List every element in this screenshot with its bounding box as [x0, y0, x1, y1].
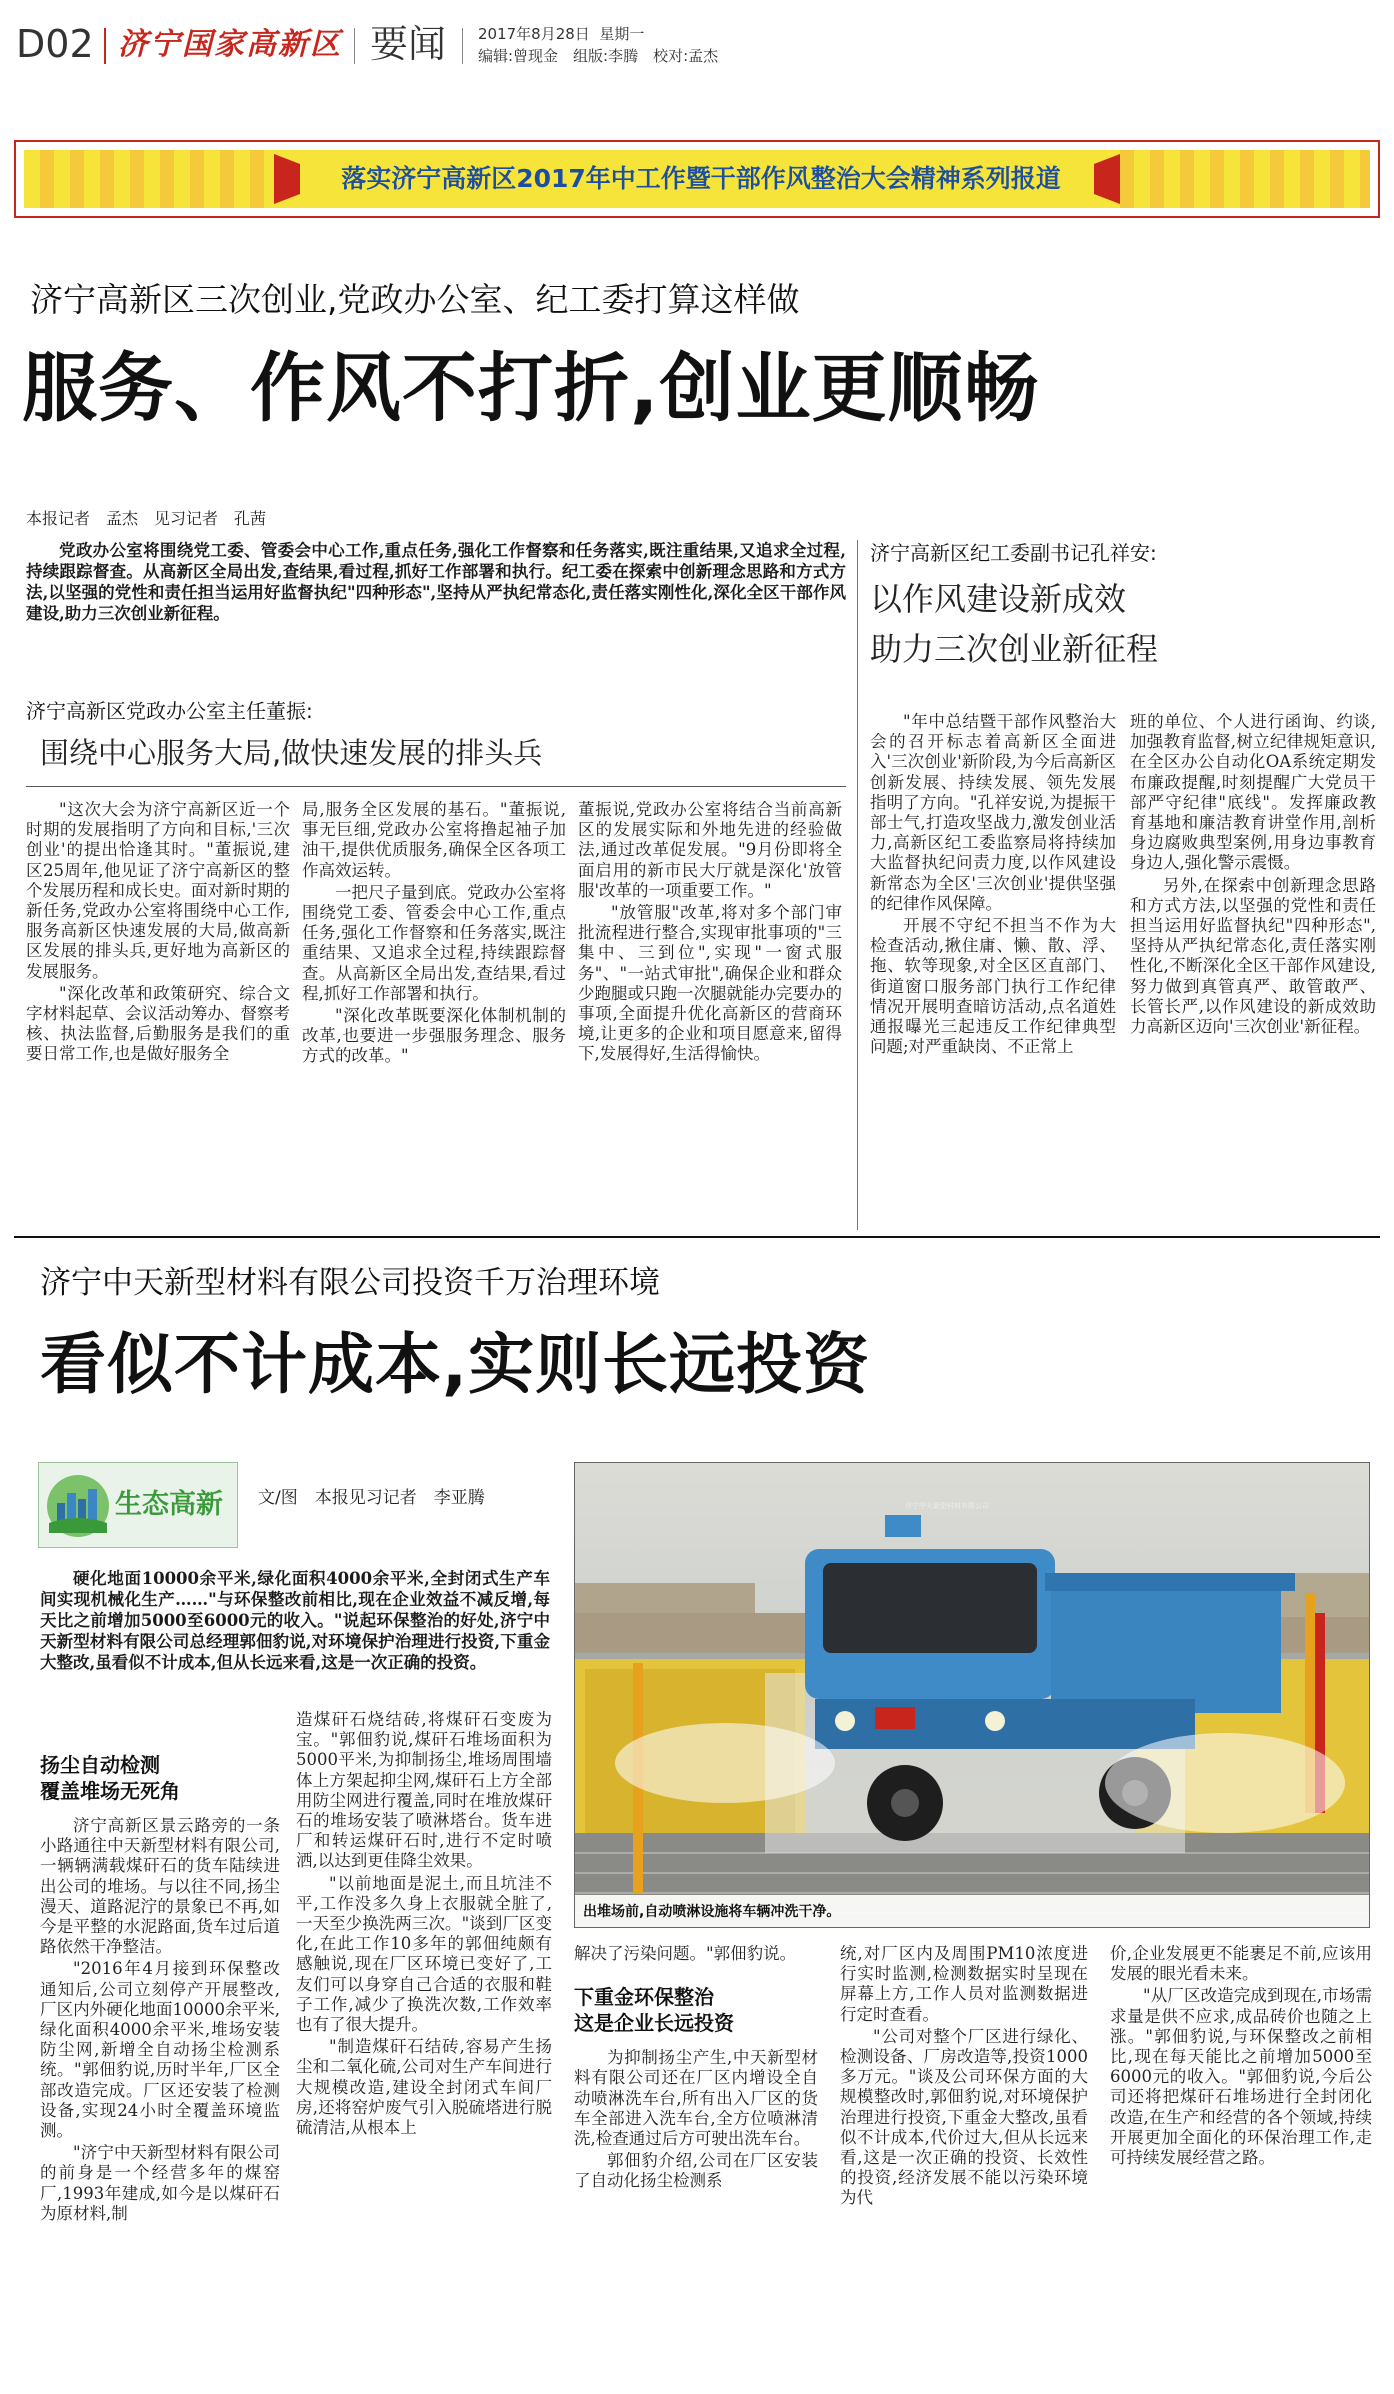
- paragraph: "深化改革和政策研究、综合文字材料起草、会议活动筹办、督察考核、执法监督,后勤服务是我们的重要日常工作,也是做好服务全: [26, 983, 290, 1064]
- article2-headline: 看似不计成本,实则长远投资: [40, 1326, 871, 1403]
- paragraph: "这次大会为济宁高新区近一个时期的发展指明了方向和目标,'三次创业'的提出恰逢其时。"董振说,建区25周年,他见证了济宁高新区的整个发展历程和成长史。面对新时期的新任务,党政办公室将围绕中心工作,服务高新区快速发展的大局,做高新区发展的排头兵,更好地为高新区的发展服务。: [26, 800, 290, 981]
- paper-name: 济宁国家高新区: [118, 27, 342, 62]
- paragraph: 另外,在探索中创新理念思路和方式方法,以坚强的党性和责任担当运用好监督执纪"四种形态",坚持从严执纪常态化,责任落实刚性化,不断深化全区干部作风建设,努力做到真管真严、敢管敢严、长管长严,以作风建设的新成效助力高新区迈向'三次创业'新征程。: [1130, 875, 1376, 1037]
- paragraph: 董振说,党政办公室将结合当前高新区的发展实际和外地先进的经验做法,通过改革促发展。"9月份即将全面启用的新市民大厅就是深化'放管服'改革的一项重要工作。": [578, 800, 842, 900]
- issue-date: 2017年8月28日 星期一: [478, 25, 645, 43]
- article1-byline: 本报记者 孟杰 见习记者 孔茜: [26, 509, 267, 528]
- article2-col2: [296, 1710, 552, 2140]
- article1-col2: [302, 800, 566, 1069]
- section-rule: [14, 1236, 1380, 1238]
- masthead-divider: [104, 28, 106, 64]
- paragraph: 开展不守纪不担当不作为大检查活动,揪住庸、懒、散、浮、拖、软等现象,对全区区直部门、街道窗口服务部门执行工作纪律情况开展明查暗访活动,点名道姓通报曝光三起违反工作纪律典型问题;对严重缺岗、不正常上: [870, 916, 1116, 1057]
- paragraph: "放管服"改革,将对多个部门审批流程进行整合,实现审批事项的"三集中、三到位",实现"一窗式服务"、"一站式审批",确保企业和群众少跑腿或只跑一次腿就能办完要办的事项,全面提升优化高新区的营商环境,让更多的企业和项目愿意来,留得下,发展得好,生活得愉快。: [578, 903, 842, 1064]
- credits: 编辑:曾现金 组版:李腾 校对:孟杰: [478, 47, 719, 65]
- truck-sign-text: 济宁中天新型材料有限公司: [905, 1502, 989, 1510]
- paragraph: 解决了污染问题。"郭佃豹说。: [574, 1944, 797, 1963]
- section-name: 要闻: [370, 22, 447, 66]
- sub2-label: 济宁高新区纪工委副书记孔祥安:: [870, 541, 1157, 565]
- paragraph: 为抑制扬尘产生,中天新型材料有限公司还在厂区内增设全自动喷淋洗车台,所有出入厂区的货车全部进入洗车台,全方位喷淋清洗,检查通过后方可驶出洗车台。: [574, 2048, 818, 2149]
- sub1-title: 围绕中心服务大局,做快速发展的排头兵: [40, 736, 543, 770]
- article2-col5: [1110, 1944, 1372, 2170]
- series-banner: [14, 140, 1380, 218]
- column-logo: [38, 1462, 238, 1548]
- masthead: [0, 0, 1394, 90]
- paragraph: "济宁中天新型材料有限公司的前身是一个经营多年的煤窑厂,1993年建成,如今是以煤矸石为原材料,制: [40, 2143, 280, 2223]
- news-photo: [574, 1462, 1370, 1928]
- truck-wash-illustration: [575, 1463, 1370, 1928]
- paragraph: 造煤矸石烧结砖,将煤矸石变废为宝。"郭佃豹说,煤矸石堆场面积为5000平米,为抑制扬尘,堆场周围墙体上方架起抑尘网,煤矸石上方全部用防尘网进行覆盖,同时在堆放煤矸石的堆场安装了喷淋塔台。货车进厂和转运煤矸石时,进行不定时喷洒,以达到更佳降尘效果。: [296, 1710, 552, 1871]
- article1-col1: [26, 800, 290, 1067]
- article2-lead-text: 硬化地面10000余平米,绿化面积4000余平米,全封闭式生产车间实现机械化生产……"与环保整改前相比,现在企业效益不减反增,每天比之前增加5000至6000元的收入。"说起环保整治的好处,济宁中天新型材料有限公司总经理郭佃豹说,对环境保护治理进行投资,下重金大整改,虽看似不计成本,但从长远来看,这是一次正确的投资。: [40, 1569, 550, 1672]
- paragraph: 郭佃豹介绍,公司在厂区安装了自动化扬尘检测系: [574, 2151, 818, 2191]
- article1-kicker: 济宁高新区三次创业,党政办公室、纪工委打算这样做: [30, 280, 800, 319]
- paragraph: "从厂区改造完成到现在,市场需求量是供不应求,成品砖价也随之上涨。"郭佃豹说,与环保整改之前相比,现在每天能比之前增加5000至6000元的收入。"郭佃豹说,今后公司还将把煤矸石堆场进行全封闭化改造,在生产和经营的各个领域,持续开展更加全面化的环保治理工作,走可持续发展经营之路。: [1110, 1986, 1372, 2168]
- article2-col4: [840, 1944, 1088, 2211]
- paragraph: 统,对厂区内及周围PM10浓度进行实时监测,检测数据实时呈现在屏幕上方,工作人员对监测数据进行定时查看。: [840, 1944, 1088, 2024]
- paragraph: "年中总结暨干部作风整治大会的召开标志着高新区全面进入'三次创业'新阶段,为今后高新区创新发展、持续发展、领先发展指明了方向。"孔祥安说,为提振干部士气,打造攻坚战力,激发创业活力,高新区纪工委监察局将持续加大监督执纪问责力度,以作风建设新常态为全区'三次创业'提供坚强的纪律作风保障。: [870, 712, 1116, 913]
- paragraph: 班的单位、个人进行函询、约谈,加强教育监督,树立纪律规矩意识,在全区办公自动化OA系统定期发布廉政提醒,时刻提醒广大党员干部严守纪律"底线"。发挥廉政教育基地和廉洁教育讲堂作用,剖析身边腐败典型案例,用身边事教育身边人,强化警示震慑。: [1130, 712, 1376, 873]
- paragraph: "制造煤矸石结砖,容易产生扬尘和二氧化硫,公司对生产车间进行大规模改造,建设全封闭式车间厂房,还将窑炉废气引入脱硫塔进行脱硫清洁,从根本上: [296, 2037, 552, 2138]
- paragraph: "公司对整个厂区进行绿化、检测设备、厂房改造等,投资1000多万元。"谈及公司环保方面的大规模整改时,郭佃豹说,对环境保护治理进行投资,下重金大整改,虽看似不计成本,代价过大,但从长远来看,这是一次正确的投资、长效性的投资,经济发展不能以污染环境为代: [840, 2026, 1088, 2208]
- subheading-investment: 下重金环保整治 这是企业长远投资: [574, 1985, 734, 2036]
- column-divider: [857, 540, 858, 1230]
- paragraph: "2016年4月接到环保整改通知后,公司立刻停产开展整改,厂区内外硬化地面10000余平米,绿化面积4000余平米,堆场安装防尘网,新增全自动扬尘检测系统。"郭佃豹说,历时半年,厂区全部改造完成。厂区还安装了检测设备,实现24小时全覆盖环境监测。: [40, 1959, 280, 2141]
- paragraph: "深化改革既要深化体制机制的改革,也要进一步强服务理念、服务方式的改革。": [302, 1006, 566, 1066]
- sub1-label: 济宁高新区党政办公室主任董振:: [26, 699, 313, 723]
- paragraph: "以前地面是泥土,而且坑洼不平,工作没多久身上衣服就全脏了,一天至少换洗两三次。"谈到厂区变化,在此工作10多年的郭佃纯颇有感触说,现在厂区环境已变好了,工友们可以身穿自己合适的衣服和鞋子工作,减少了换洗次数,工作效率也有了很大提升。: [296, 1873, 552, 2035]
- page-number: D02: [16, 22, 94, 66]
- article2-col3: [574, 1944, 818, 2194]
- article1-col3: [578, 800, 842, 1067]
- article1-lead-text: 党政办公室将围绕党工委、管委会中心工作,重点任务,强化工作督察和任务落实,既注重结果,又追求全过程,持续跟踪督查。从高新区全局出发,查结果,看过程,抓好工作部署和执行。纪工委在探索中创新理念思路和方式方法,以坚强的党性和责任担当运用好监督执纪"四种形态",坚持从严执纪常态化,责任落实刚性化,深化全区干部作风建设,助力三次创业新征程。: [26, 541, 846, 623]
- subheading-dust-monitoring: 扬尘自动检测 覆盖堆场无死角: [40, 1753, 180, 1803]
- masthead-divider: [354, 28, 355, 64]
- paragraph: 价,企业发展更不能裹足不前,应该用发展的眼光看未来。: [1110, 1944, 1372, 1984]
- paragraph: 一把尺子量到底。党政办公室将围绕党工委、管委会中心工作,重点任务,强化工作督察和任务落实,既注重结果、又追求全过程,持续跟踪督查。从高新区全局出发,查结果,看过程,抓好工作部署和执行。: [302, 882, 566, 1003]
- paragraph: 局,服务全区发展的基石。"董振说,事无巨细,党政办公室将撸起袖子加油干,提供优质服务,确保全区各项工作高效运转。: [302, 800, 566, 880]
- masthead-divider: [462, 28, 463, 64]
- city-skyline-icon: [45, 1473, 111, 1539]
- article2-kicker: 济宁中天新型材料有限公司投资千万治理环境: [40, 1265, 660, 1301]
- article1-headline: 服务、作风不打折,创业更顺畅: [22, 344, 1040, 432]
- paragraph: 济宁高新区景云路旁的一条小路通往中天新型材料有限公司,一辆辆满载煤矸石的货车陆续进出公司的堆场。与以往不同,扬尘漫天、道路泥泞的景象已不再,如今是平整的水泥路面,货车过后道路依然干净整洁。: [40, 1816, 280, 1957]
- article1-col4: [870, 712, 1116, 1059]
- sub2-title-line2: 助力三次创业新征程: [870, 630, 1159, 668]
- banner-ribbon-left: [24, 150, 274, 208]
- article2-byline: 文/图 本报见习记者 李亚腾: [258, 1488, 485, 1508]
- article2-col1: [40, 1746, 280, 2226]
- photo-caption: 出堆场前,自动喷淋设施将车辆冲洗干净。: [583, 1904, 841, 1920]
- article2-lead: [40, 1568, 550, 1673]
- sub1-rule: [26, 786, 846, 787]
- article1-col5: [1130, 712, 1376, 1039]
- column-logo-text: 生态高新: [115, 1489, 223, 1520]
- banner-ribbon-right: [1120, 150, 1370, 208]
- banner-title: 落实济宁高新区2017年中工作暨干部作风整治大会精神系列报道: [341, 164, 1061, 193]
- article1-lead: [26, 540, 846, 624]
- sub2-title-line1: 以作风建设新成效: [870, 580, 1127, 618]
